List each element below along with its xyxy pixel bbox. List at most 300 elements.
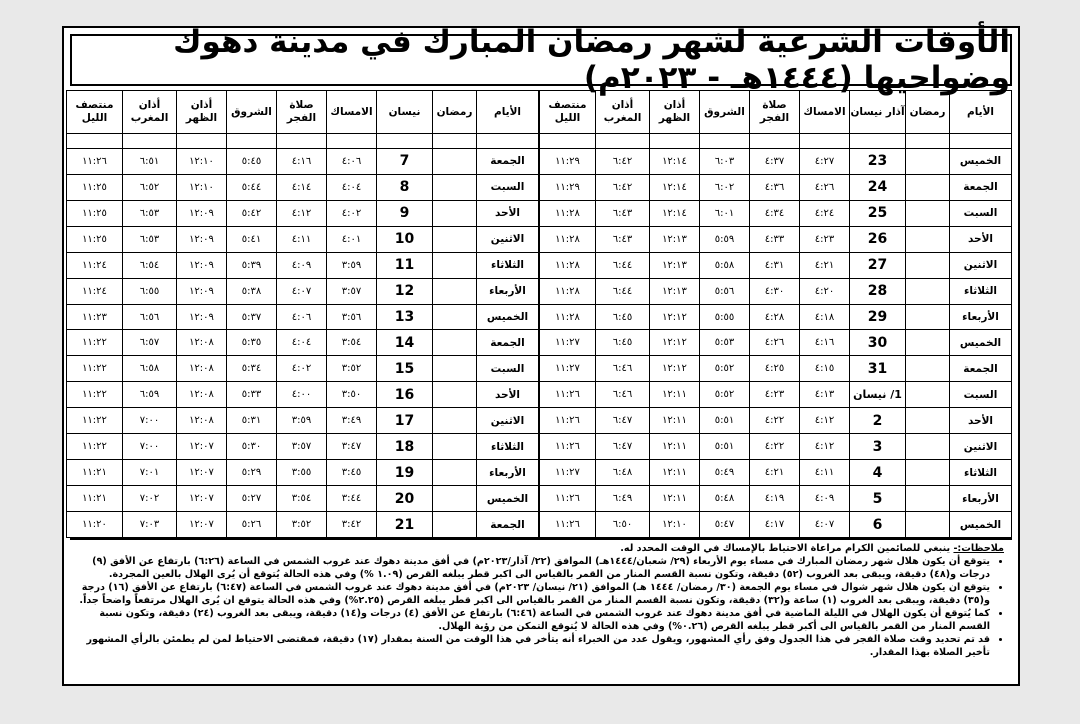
table-row	[540, 512, 1012, 538]
cell-dhuhr: ١٢:٠٩	[177, 278, 227, 304]
cell-maghrib: ٦:٤٢	[596, 174, 650, 200]
cell-sunrise: ٥:٢٧	[227, 486, 277, 512]
table-row	[540, 356, 1012, 382]
cell-imsak: ٤:٠١	[327, 226, 377, 252]
cell-ramadan	[906, 356, 950, 382]
cell-imsak: ٤:٠٤	[327, 174, 377, 200]
cell-imsak: ٣:٤٧	[327, 434, 377, 460]
cell-midnight: ١١:٢٣	[67, 304, 123, 330]
column-header-maghrib: أذان المغرب	[596, 91, 650, 134]
cell-greg: 23	[850, 148, 906, 174]
cell-maghrib: ٦:٤٥	[596, 330, 650, 356]
timetable-right	[539, 90, 1012, 538]
spacer-cell	[750, 134, 800, 149]
cell-day: الخميس	[477, 304, 539, 330]
notes-section	[70, 538, 1012, 680]
tables-area	[70, 90, 1012, 538]
page-title: الأوقات الشرعية لشهر رمضان المبارك في مدينة دهوك وضواحيها (١٤٤٤هـ - ٢٠٢٣م)	[70, 34, 1012, 86]
cell-midnight: ١١:٢٥	[67, 174, 123, 200]
cell-imsak: ٣:٥٦	[327, 304, 377, 330]
cell-ramadan	[906, 434, 950, 460]
cell-midnight: ١١:٢٢	[67, 382, 123, 408]
cell-greg: 8	[377, 174, 433, 200]
cell-maghrib: ٦:٥٧	[123, 330, 177, 356]
header-row	[67, 91, 539, 134]
cell-imsak: ٤:٢٠	[800, 278, 850, 304]
cell-ramadan	[433, 408, 477, 434]
cell-dhuhr: ١٢:٠٨	[177, 382, 227, 408]
cell-greg: 25	[850, 200, 906, 226]
cell-dhuhr: ١٢:٠٧	[177, 512, 227, 538]
cell-fajr: ٤:٠٧	[277, 278, 327, 304]
cell-maghrib: ٦:٥٣	[123, 226, 177, 252]
cell-day: الجمعة	[477, 512, 539, 538]
cell-dhuhr: ١٢:٠٩	[177, 304, 227, 330]
table-row	[540, 200, 1012, 226]
cell-fajr: ٣:٥٥	[277, 460, 327, 486]
cell-ramadan	[433, 304, 477, 330]
cell-dhuhr: ١٢:١٠	[177, 174, 227, 200]
cell-ramadan	[433, 226, 477, 252]
cell-maghrib: ٧:٠٠	[123, 408, 177, 434]
table-row	[67, 226, 539, 252]
spacer-cell	[327, 134, 377, 149]
cell-day: الاثنين	[950, 252, 1012, 278]
cell-day: الأربعاء	[477, 278, 539, 304]
cell-greg: 4	[850, 460, 906, 486]
cell-sunrise: ٦:٠١	[700, 200, 750, 226]
cell-maghrib: ٦:٤٧	[596, 434, 650, 460]
table-row	[67, 148, 539, 174]
cell-greg: 1/ نيسان	[850, 382, 906, 408]
column-header-midnight: منتصف الليل	[540, 91, 596, 134]
cell-maghrib: ٧:٠١	[123, 460, 177, 486]
cell-midnight: ١١:٢٦	[540, 408, 596, 434]
cell-day: الأربعاء	[950, 304, 1012, 330]
cell-greg: 12	[377, 278, 433, 304]
cell-day: الخميس	[950, 148, 1012, 174]
cell-ramadan	[906, 330, 950, 356]
table-row	[540, 278, 1012, 304]
cell-day: الأحد	[477, 382, 539, 408]
cell-fajr: ٣:٥٤	[277, 486, 327, 512]
cell-dhuhr: ١٢:١٠	[650, 512, 700, 538]
cell-greg: 26	[850, 226, 906, 252]
cell-fajr: ٤:٣٧	[750, 148, 800, 174]
spacer-cell	[650, 134, 700, 149]
cell-ramadan	[906, 148, 950, 174]
cell-dhuhr: ١٢:٠٨	[177, 356, 227, 382]
column-header-greg: نيسان	[377, 91, 433, 134]
cell-midnight: ١١:٢٤	[67, 278, 123, 304]
cell-dhuhr: ١٢:٠٨	[177, 408, 227, 434]
cell-greg: 19	[377, 460, 433, 486]
cell-maghrib: ٦:٥٤	[123, 252, 177, 278]
cell-dhuhr: ١٢:٠٩	[177, 200, 227, 226]
cell-ramadan	[906, 512, 950, 538]
cell-sunrise: ٥:٣٣	[227, 382, 277, 408]
cell-greg: 31	[850, 356, 906, 382]
cell-dhuhr: ١٢:٠٩	[177, 226, 227, 252]
table-row	[67, 382, 539, 408]
cell-imsak: ٣:٥٩	[327, 252, 377, 278]
cell-greg: 2	[850, 408, 906, 434]
cell-fajr: ٤:١٩	[750, 486, 800, 512]
cell-maghrib: ٦:٤٣	[596, 200, 650, 226]
cell-sunrise: ٥:٤٤	[227, 174, 277, 200]
cell-dhuhr: ١٢:١٤	[650, 200, 700, 226]
cell-dhuhr: ١٢:١٢	[650, 304, 700, 330]
cell-ramadan	[433, 382, 477, 408]
cell-fajr: ٣:٥٩	[277, 408, 327, 434]
cell-dhuhr: ١٢:١٣	[650, 252, 700, 278]
cell-day: السبت	[950, 382, 1012, 408]
cell-fajr: ٤:٢٨	[750, 304, 800, 330]
timetable-left	[66, 90, 539, 538]
cell-sunrise: ٥:٥٢	[700, 356, 750, 382]
spacer-cell	[67, 134, 123, 149]
cell-sunrise: ٥:٤٥	[227, 148, 277, 174]
cell-ramadan	[906, 486, 950, 512]
table-row	[67, 174, 539, 200]
cell-midnight: ١١:٢٤	[67, 252, 123, 278]
cell-midnight: ١١:٢٦	[540, 486, 596, 512]
cell-greg: 10	[377, 226, 433, 252]
notes-intro: ينبغي للصائمين الكرام مراعاة الاحتياط بالإمساك في الوقت المحدد له.	[620, 543, 951, 554]
cell-ramadan	[906, 278, 950, 304]
cell-sunrise: ٥:٤٨	[700, 486, 750, 512]
cell-fajr: ٤:٣٦	[750, 174, 800, 200]
cell-midnight: ١١:٢٢	[67, 356, 123, 382]
cell-midnight: ١١:٢٦	[540, 382, 596, 408]
cell-greg: 3	[850, 434, 906, 460]
cell-midnight: ١١:٢٧	[540, 356, 596, 382]
cell-sunrise: ٥:٥٩	[700, 226, 750, 252]
table-row	[540, 330, 1012, 356]
cell-fajr: ٤:١٢	[277, 200, 327, 226]
cell-midnight: ١١:٢٥	[67, 226, 123, 252]
table-row	[67, 486, 539, 512]
table-row	[67, 460, 539, 486]
table-row	[67, 408, 539, 434]
cell-sunrise: ٥:٣٥	[227, 330, 277, 356]
cell-sunrise: ٥:٤٩	[700, 460, 750, 486]
cell-ramadan	[906, 200, 950, 226]
spacer-row	[67, 134, 539, 149]
notes-list	[78, 555, 1004, 659]
cell-greg: 15	[377, 356, 433, 382]
cell-day: الجمعة	[477, 330, 539, 356]
cell-maghrib: ٦:٤٤	[596, 252, 650, 278]
cell-fajr: ٤:٢٥	[750, 356, 800, 382]
cell-midnight: ١١:٢٨	[540, 252, 596, 278]
cell-maghrib: ٦:٤٤	[596, 278, 650, 304]
cell-dhuhr: ١٢:١٢	[650, 356, 700, 382]
cell-maghrib: ٦:٥١	[123, 148, 177, 174]
cell-fajr: ٤:٣٠	[750, 278, 800, 304]
cell-maghrib: ٦:٥٣	[123, 200, 177, 226]
column-header-sunrise: الشروق	[700, 91, 750, 134]
cell-dhuhr: ١٢:١١	[650, 434, 700, 460]
cell-maghrib: ٦:٥٥	[123, 278, 177, 304]
cell-imsak: ٤:٠٢	[327, 200, 377, 226]
cell-ramadan	[433, 252, 477, 278]
spacer-row	[540, 134, 1012, 149]
cell-sunrise: ٥:٥١	[700, 408, 750, 434]
cell-sunrise: ٥:٥٢	[700, 382, 750, 408]
cell-day: السبت	[477, 356, 539, 382]
cell-midnight: ١١:٢٦	[540, 512, 596, 538]
cell-ramadan	[433, 200, 477, 226]
cell-day: الثلاثاء	[477, 252, 539, 278]
cell-midnight: ١١:٢٩	[540, 148, 596, 174]
cell-imsak: ٤:١٢	[800, 434, 850, 460]
spacer-cell	[433, 134, 477, 149]
cell-midnight: ١١:٢١	[67, 460, 123, 486]
table-row	[67, 512, 539, 538]
cell-greg: 6	[850, 512, 906, 538]
cell-imsak: ٤:٠٩	[800, 486, 850, 512]
cell-greg: 11	[377, 252, 433, 278]
cell-sunrise: ٥:٣١	[227, 408, 277, 434]
header-row	[540, 91, 1012, 134]
column-header-midnight: منتصف الليل	[67, 91, 123, 134]
cell-maghrib: ٦:٤٦	[596, 356, 650, 382]
cell-maghrib: ٦:٤٨	[596, 460, 650, 486]
cell-ramadan	[906, 226, 950, 252]
cell-fajr: ٤:٠٢	[277, 356, 327, 382]
cell-maghrib: ٧:٠٢	[123, 486, 177, 512]
cell-imsak: ٤:٠٧	[800, 512, 850, 538]
cell-midnight: ١١:٢٢	[67, 434, 123, 460]
column-header-dhuhr: أذان الظهر	[650, 91, 700, 134]
cell-midnight: ١١:٢٧	[540, 460, 596, 486]
cell-ramadan	[906, 460, 950, 486]
spacer-cell	[227, 134, 277, 149]
cell-midnight: ١١:٢٩	[540, 174, 596, 200]
table-row	[540, 408, 1012, 434]
cell-midnight: ١١:٢٨	[540, 278, 596, 304]
column-header-ramadan: رمضان	[906, 91, 950, 134]
note-item: • يتوقع ان يكون هلال شهر شوال في مساء يوم الجمعة (٣٠/ رمضان/ ١٤٤٤ هـ) الموافق (٢١/ نيسان/ ٢٠٢٣م) في أفق مدينة دهوك عند غروب الشمس في الساعة (٦:٤٧) بارتفاع عن الأفق (١٦) درجة و(٣٥) دقيقة، ويبقى بعد الغروب (١) ساعة و(٣٢) دقيقة، وتكون نسبة القسم المنار من القمر بالقياس الى اكبر قطر يبلغه القرص (٢.٢٥%) وفي هذه الحالة يتوقع ان يُرى الهلال مرتفعاً واضحاً جداً.	[78, 581, 990, 607]
cell-imsak: ٣:٥٧	[327, 278, 377, 304]
note-item: • يتوقع أن يكون هلال شهر رمضان المبارك في مساء يوم الأربعاء (٢٩/ شعبان/١٤٤٤هـ) الموافق (٢٢/ آذار/٢٠٢٣م) في أفق مدينة دهوك عند غروب الشمس في الساعة (٦:٢٦) بارتفاع عن الأفق (٩) درجات و(٤٨) دقيقة، ويبقى بعد الغروب (٥٢) دقيقة، وتكون نسبة القسم المنار من القمر بالقياس الى اكبر قطر يبلغه القرص (١.٠٩ %) وفي هذه الحالة يُتوقع أن يُرى الهلال بالعين المجردة.	[78, 555, 990, 581]
cell-midnight: ١١:٢٦	[67, 148, 123, 174]
cell-fajr: ٣:٥٧	[277, 434, 327, 460]
cell-imsak: ٣:٤٢	[327, 512, 377, 538]
cell-maghrib: ٦:٤٣	[596, 226, 650, 252]
table-row	[540, 434, 1012, 460]
spacer-cell	[850, 134, 906, 149]
cell-day: الاثنين	[477, 408, 539, 434]
cell-maghrib: ٦:٥٩	[123, 382, 177, 408]
cell-sunrise: ٥:٣٤	[227, 356, 277, 382]
cell-dhuhr: ١٢:١٣	[650, 278, 700, 304]
spacer-cell	[377, 134, 433, 149]
cell-midnight: ١١:٢٠	[67, 512, 123, 538]
cell-maghrib: ٧:٠٣	[123, 512, 177, 538]
cell-imsak: ٤:١٢	[800, 408, 850, 434]
cell-day: الاثنين	[950, 434, 1012, 460]
cell-midnight: ١١:٢٦	[540, 434, 596, 460]
cell-day: الأربعاء	[950, 486, 1012, 512]
column-header-sunrise: الشروق	[227, 91, 277, 134]
cell-sunrise: ٥:٥٥	[700, 304, 750, 330]
cell-dhuhr: ١٢:٠٧	[177, 434, 227, 460]
note-item: • قد تم تحديد وقت صلاة الفجر في هذا الجدول وفق رأي المشهور، ويقول عدد من الخبراء أنه يتأخر في هذا الوقت من السنة بمقدار (١٧) دقيقة، فمقتضى الاحتياط لمن لم يطمئن بالرأي المشهور تأخير الصلاة بهذا المقدار.	[78, 633, 990, 659]
cell-midnight: ١١:٢٢	[67, 408, 123, 434]
cell-day: الأحد	[950, 226, 1012, 252]
cell-ramadan	[906, 304, 950, 330]
cell-fajr: ٤:٣١	[750, 252, 800, 278]
table-row	[67, 200, 539, 226]
cell-day: الثلاثاء	[950, 278, 1012, 304]
cell-fajr: ٤:٢٢	[750, 408, 800, 434]
cell-fajr: ٤:٠٤	[277, 330, 327, 356]
cell-imsak: ٣:٤٥	[327, 460, 377, 486]
cell-ramadan	[433, 278, 477, 304]
cell-ramadan	[906, 382, 950, 408]
spacer-cell	[906, 134, 950, 149]
column-header-day: الأيام	[477, 91, 539, 134]
notes-label: ملاحظات:-	[953, 543, 1004, 554]
cell-dhuhr: ١٢:١١	[650, 382, 700, 408]
table-row	[67, 434, 539, 460]
cell-sunrise: ٥:٥٣	[700, 330, 750, 356]
cell-day: السبت	[477, 174, 539, 200]
cell-greg: 5	[850, 486, 906, 512]
spacer-cell	[177, 134, 227, 149]
spacer-cell	[800, 134, 850, 149]
cell-dhuhr: ١٢:٠٨	[177, 330, 227, 356]
cell-maghrib: ٦:٥٦	[123, 304, 177, 330]
cell-fajr: ٤:٢٢	[750, 434, 800, 460]
cell-greg: 28	[850, 278, 906, 304]
cell-imsak: ٤:٢٤	[800, 200, 850, 226]
cell-imsak: ٣:٥٢	[327, 356, 377, 382]
cell-sunrise: ٥:٤٧	[700, 512, 750, 538]
cell-ramadan	[433, 148, 477, 174]
spacer-cell	[277, 134, 327, 149]
cell-day: الأربعاء	[477, 460, 539, 486]
cell-fajr: ٤:١٤	[277, 174, 327, 200]
cell-imsak: ٤:٢٧	[800, 148, 850, 174]
table-row	[67, 304, 539, 330]
table-row	[540, 304, 1012, 330]
table-row	[540, 486, 1012, 512]
cell-greg: 14	[377, 330, 433, 356]
cell-dhuhr: ١٢:١٢	[650, 330, 700, 356]
cell-greg: 9	[377, 200, 433, 226]
cell-maghrib: ٦:٥٨	[123, 356, 177, 382]
cell-fajr: ٤:٠٩	[277, 252, 327, 278]
table-row	[540, 460, 1012, 486]
spacer-cell	[700, 134, 750, 149]
cell-midnight: ١١:٢٢	[67, 330, 123, 356]
cell-ramadan	[433, 486, 477, 512]
notes-intro-line	[78, 542, 1004, 555]
cell-sunrise: ٦:٠٣	[700, 148, 750, 174]
cell-greg: 13	[377, 304, 433, 330]
table-row	[67, 356, 539, 382]
cell-greg: 7	[377, 148, 433, 174]
cell-dhuhr: ١٢:٠٩	[177, 252, 227, 278]
column-header-imsak: الامساك	[800, 91, 850, 134]
cell-dhuhr: ١٢:٠٧	[177, 460, 227, 486]
cell-greg: 24	[850, 174, 906, 200]
cell-sunrise: ٥:٥٦	[700, 278, 750, 304]
cell-fajr: ٤:٢١	[750, 460, 800, 486]
cell-imsak: ٤:٢٦	[800, 174, 850, 200]
cell-ramadan	[906, 174, 950, 200]
cell-greg: 16	[377, 382, 433, 408]
column-header-fajr: صلاة الفجر	[277, 91, 327, 134]
table-row	[67, 278, 539, 304]
cell-ramadan	[433, 460, 477, 486]
cell-day: الخميس	[950, 512, 1012, 538]
table-row	[540, 226, 1012, 252]
cell-midnight: ١١:٢٧	[540, 330, 596, 356]
cell-imsak: ٤:١٣	[800, 382, 850, 408]
cell-sunrise: ٥:٢٩	[227, 460, 277, 486]
cell-imsak: ٣:٤٩	[327, 408, 377, 434]
column-header-ramadan: رمضان	[433, 91, 477, 134]
cell-greg: 17	[377, 408, 433, 434]
cell-imsak: ٤:١٨	[800, 304, 850, 330]
cell-day: الأحد	[950, 408, 1012, 434]
cell-fajr: ٤:٠٦	[277, 304, 327, 330]
cell-dhuhr: ١٢:١١	[650, 460, 700, 486]
cell-ramadan	[906, 408, 950, 434]
cell-sunrise: ٥:٥١	[700, 434, 750, 460]
cell-greg: 29	[850, 304, 906, 330]
cell-ramadan	[433, 174, 477, 200]
spacer-cell	[596, 134, 650, 149]
cell-fajr: ٤:٢٦	[750, 330, 800, 356]
cell-dhuhr: ١٢:١١	[650, 486, 700, 512]
cell-maghrib: ٦:٤٦	[596, 382, 650, 408]
cell-imsak: ٤:٢٣	[800, 226, 850, 252]
cell-maghrib: ٦:٤٥	[596, 304, 650, 330]
cell-imsak: ٤:١٦	[800, 330, 850, 356]
cell-fajr: ٤:١٦	[277, 148, 327, 174]
cell-dhuhr: ١٢:٠٧	[177, 486, 227, 512]
cell-greg: 21	[377, 512, 433, 538]
cell-fajr: ٤:٣٣	[750, 226, 800, 252]
cell-day: الأحد	[477, 200, 539, 226]
cell-imsak: ٤:٠٦	[327, 148, 377, 174]
cell-fajr: ٤:٣٤	[750, 200, 800, 226]
spacer-cell	[540, 134, 596, 149]
cell-ramadan	[433, 330, 477, 356]
note-item: • كما يُتوقع أن يكون الهلال في الليلة الماضية في أفق مدينة دهوك عند غروب الشمس في الساعة (٦:٤٦) بارتفاع عن الأفق (٤) درجات و(١٤) دقيقة، ويبقى بعد الغروب (٢٤) دقيقة، وتكون نسبة القسم المنار من القمر بالقياس الى أكبر قطر يبلغه القرص (٠.٢٦%) وفي هذه الحالة لا يُتوقع التمكن من رؤية الهلال.	[78, 607, 990, 633]
cell-day: الجمعة	[950, 174, 1012, 200]
cell-sunrise: ٥:٣٧	[227, 304, 277, 330]
timetable-sheet	[62, 26, 1020, 686]
cell-day: الجمعة	[950, 356, 1012, 382]
cell-fajr: ٤:٠٠	[277, 382, 327, 408]
column-header-dhuhr: أذان الظهر	[177, 91, 227, 134]
cell-day: السبت	[950, 200, 1012, 226]
cell-day: الثلاثاء	[950, 460, 1012, 486]
cell-dhuhr: ١٢:١١	[650, 408, 700, 434]
cell-imsak: ٣:٥٤	[327, 330, 377, 356]
column-header-day: الأيام	[950, 91, 1012, 134]
cell-maghrib: ٦:٤٧	[596, 408, 650, 434]
cell-greg: 30	[850, 330, 906, 356]
cell-maghrib: ٦:٤٩	[596, 486, 650, 512]
cell-sunrise: ٥:٤٢	[227, 200, 277, 226]
